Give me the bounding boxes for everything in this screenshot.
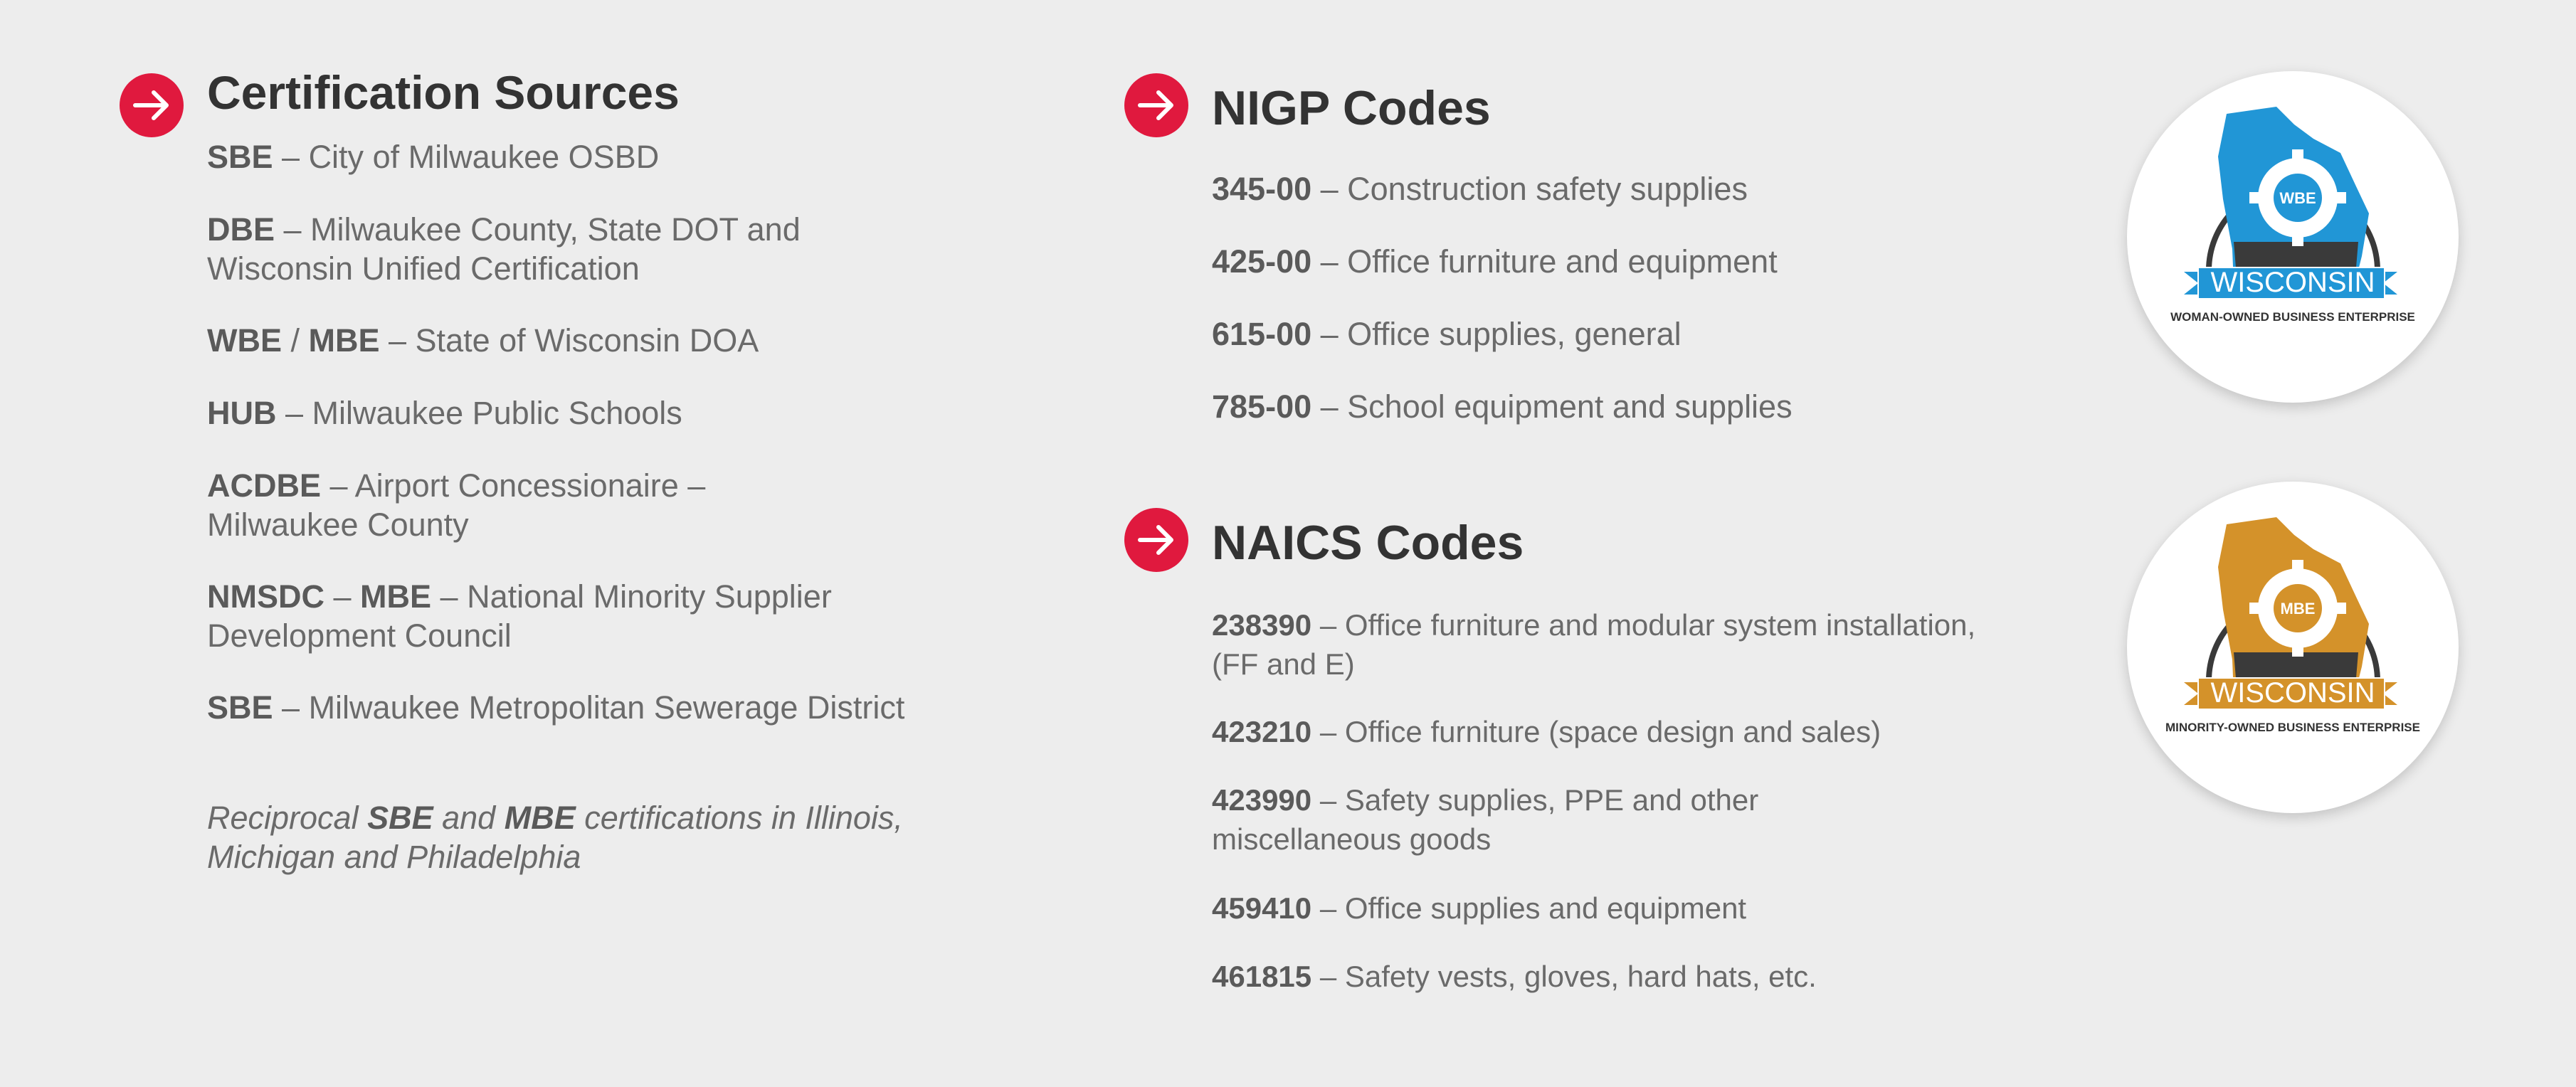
naics-item: 459410 – Office supplies and equipment xyxy=(1212,891,1747,925)
cert-item-wbe-mbe: WBE / MBE – State of Wisconsin DOA xyxy=(207,322,759,359)
arrow-right-circle-icon xyxy=(1124,73,1188,137)
naics-item: 423210 – Office furniture (space design and sales) xyxy=(1212,715,1881,748)
seal-banner-text: WISCONSIN xyxy=(2210,677,2375,709)
cert-item-sbe-osbd: SBE – City of Milwaukee OSBD xyxy=(207,139,660,175)
naics-title: NAICS Codes xyxy=(1212,516,1524,570)
arrow-right-circle-icon xyxy=(120,73,184,137)
mbe-seal-logo xyxy=(2127,482,2459,813)
nigp-item: 615-00 – Office supplies, general xyxy=(1212,316,1682,352)
naics-item: 238390 – Office furniture and modular system installation, (FF and E) xyxy=(1212,608,1976,681)
seal-badge-text: WBE xyxy=(2279,189,2316,207)
cert-item-hub: HUB – Milwaukee Public Schools xyxy=(207,395,682,431)
seal-caption: MINORITY-OWNED BUSINESS ENTERPRISE xyxy=(2165,721,2420,734)
seal-banner-text: WISCONSIN xyxy=(2210,267,2375,298)
cert-item-dbe: DBE – Milwaukee County, State DOT and Wisconsin Unified Certification xyxy=(207,211,801,287)
cert-item-sbe-mmsd: SBE – Milwaukee Metropolitan Sewerage District xyxy=(207,689,905,726)
naics-item: 461815 – Safety vests, gloves, hard hats, etc. xyxy=(1212,960,1817,993)
seal-caption: WOMAN-OWNED BUSINESS ENTERPRISE xyxy=(2170,310,2415,324)
certification-title: Certification Sources xyxy=(207,66,680,119)
wbe-seal-logo xyxy=(2127,71,2459,403)
arrow-right-circle-icon xyxy=(1124,508,1188,572)
seal-badge-text: MBE xyxy=(2280,600,2316,617)
nigp-item: 785-00 – School equipment and supplies xyxy=(1212,388,1793,425)
nigp-item: 425-00 – Office furniture and equipment xyxy=(1212,243,1778,280)
cert-item-nmsdc: NMSDC – MBE – National Minority Supplier Development Council xyxy=(207,578,832,654)
naics-item: 423990 – Safety supplies, PPE and other miscellaneous goods xyxy=(1212,783,1759,856)
nigp-title: NIGP Codes xyxy=(1212,81,1491,135)
nigp-item: 345-00 – Construction safety supplies xyxy=(1212,171,1748,207)
cert-reciprocal-note: Reciprocal SBE and MBE certifications in Illinois, Michigan and Philadelphia xyxy=(207,800,903,875)
cert-item-acdbe: ACDBE – Airport Concessionaire – Milwaukee County xyxy=(207,467,706,543)
